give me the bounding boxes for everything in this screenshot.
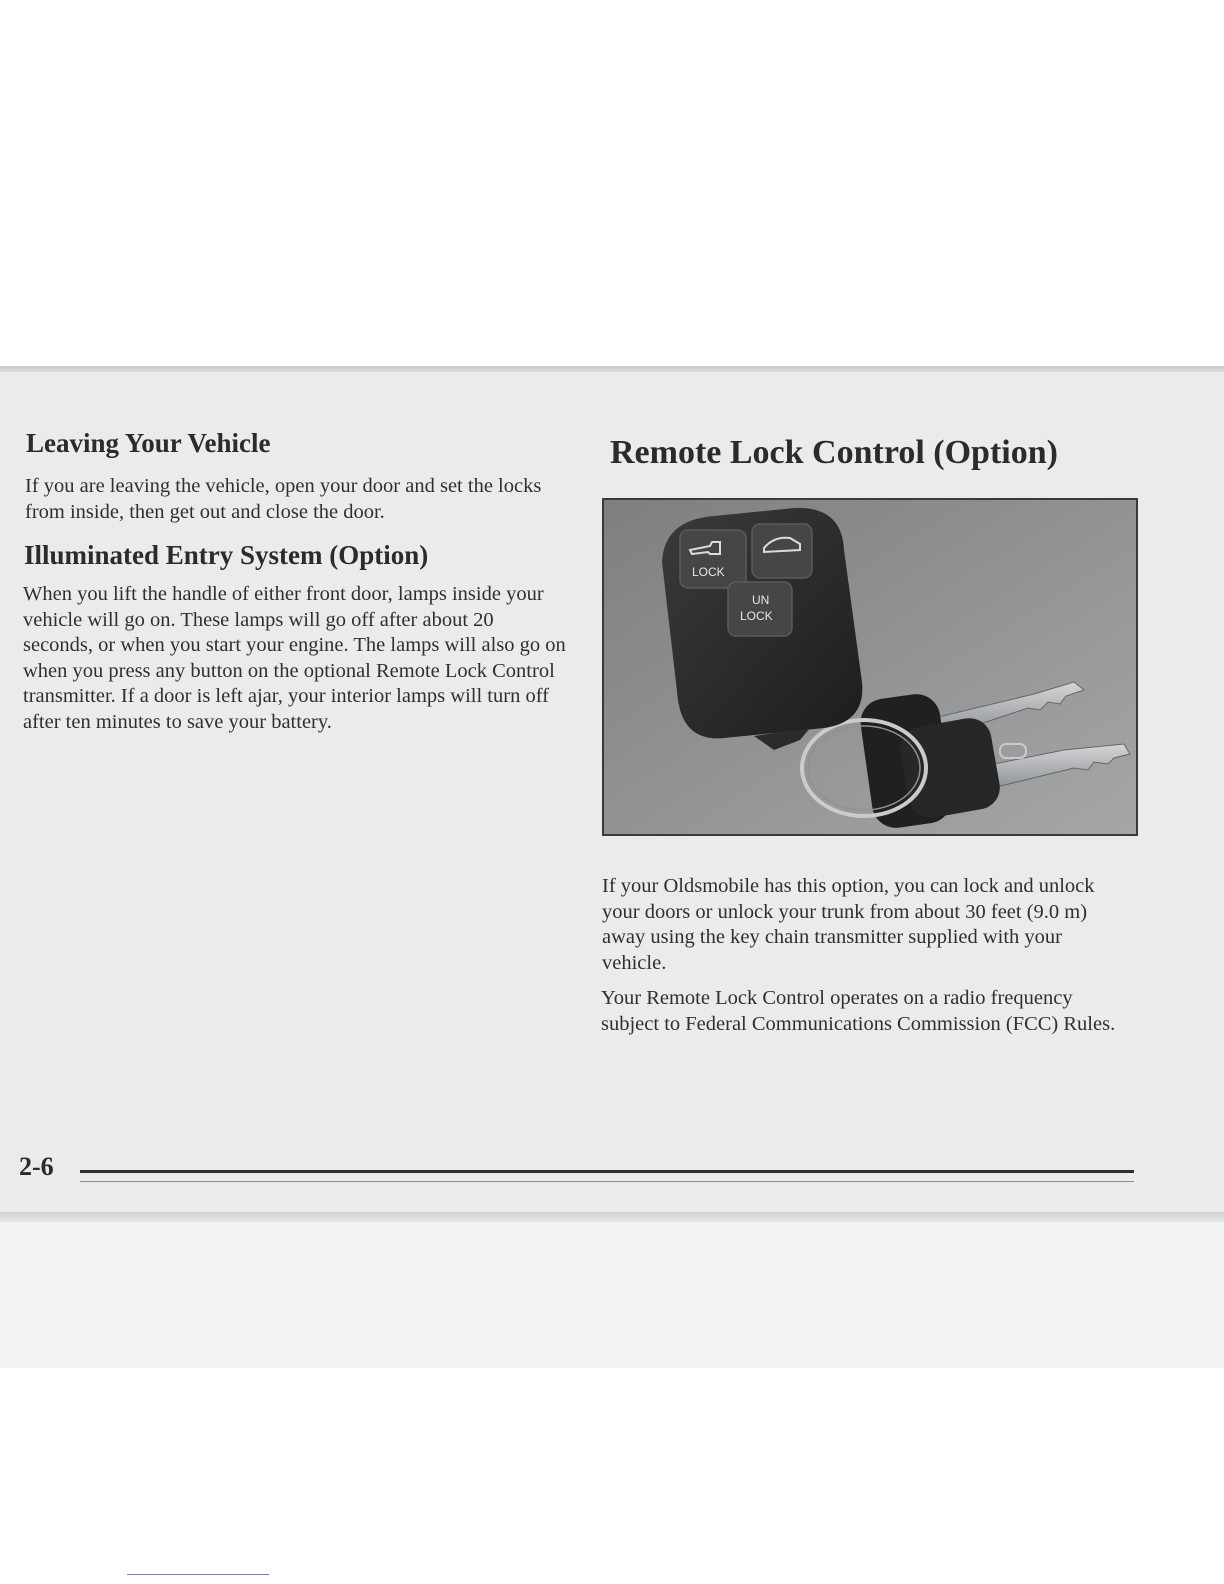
key-fob-icon <box>662 508 862 750</box>
remote-lock-paragraph-1: If your Oldsmobile has this option, you can lock and unlock your doors or unlock your trunk from about 30 feet (9.0 m) away using the key chain transmitter supplied with your vehicle. <box>602 875 1095 974</box>
footer-rule-thin <box>80 1181 1134 1182</box>
lock-button-label: LOCK <box>692 565 725 579</box>
remote-lock-paragraph-2: Your Remote Lock Control operates on a radio frequency subject to Federal Communications Commission (FCC) Rules. <box>601 987 1116 1035</box>
illuminated-entry-heading: Illuminated Entry System (Option) <box>24 540 429 570</box>
page-number: 2-6 <box>19 1152 54 1181</box>
unlock-button-label-line2: LOCK <box>740 609 773 623</box>
scan-bottom-edge <box>0 1212 1224 1222</box>
remote-lock-heading: Remote Lock Control (Option) <box>610 434 1058 471</box>
leaving-vehicle-heading: Leaving Your Vehicle <box>26 428 271 458</box>
illuminated-entry-text: When you lift the handle of either front door, lamps inside your vehicle will go on. These lamps will go off after about 20 seconds, or when you start your engine. The lamps will also go on when you press any button on the optional Remote Lock Control transmitter. If a door is left ajar, your interior lamps will turn off after ten minutes to save your battery. <box>23 583 566 733</box>
stray-line <box>127 1574 269 1575</box>
footer-rule <box>80 1170 1134 1173</box>
leaving-vehicle-text: If you are leaving the vehicle, open your door and set the locks from inside, then get out and close the door. <box>25 475 542 523</box>
key-fob-photo <box>602 498 1138 836</box>
below-page-area <box>0 1222 1224 1368</box>
unlock-button-label-line1: UN <box>752 593 770 607</box>
